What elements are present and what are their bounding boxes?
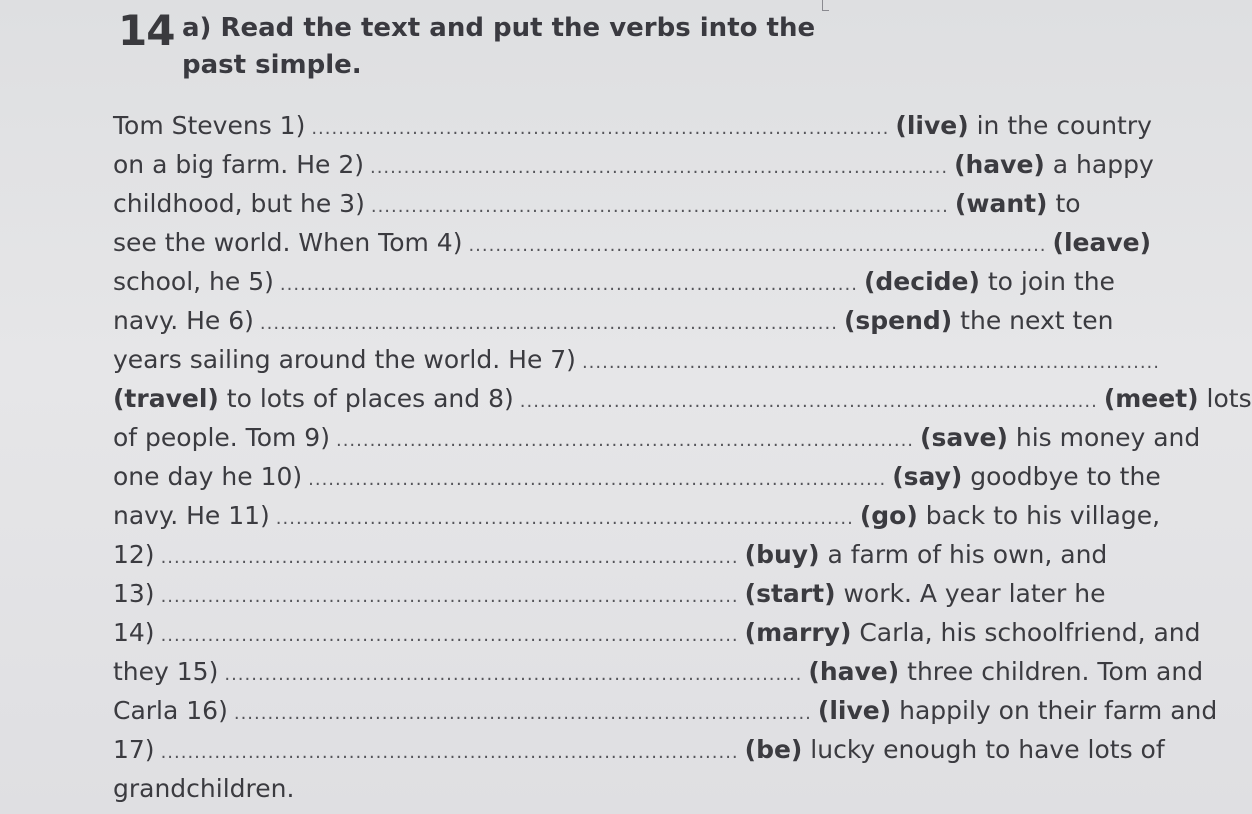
line-text: childhood, but he 3) (113, 189, 365, 218)
line-text: (spend) the next ten (843, 306, 1114, 335)
line-text: on a big farm. He 2) (113, 150, 364, 179)
line-text: navy. He 6) (113, 306, 254, 335)
line-text: navy. He 11) (113, 501, 270, 530)
text-line-11 (113, 496, 1161, 535)
answer-blank-12[interactable]: ...................................................................................... (160, 547, 739, 568)
exercise-text (113, 106, 1252, 808)
line-text: (live) happily on their farm and (817, 696, 1218, 725)
answer-blank-11[interactable]: ...................................................................................... (275, 508, 854, 529)
line-text: (buy) a farm of his own, and (744, 540, 1108, 569)
answer-blank-7[interactable]: ...................................................................................... (581, 352, 1161, 373)
line-text: 17) (113, 735, 155, 764)
answer-blank-14[interactable]: ...................................................................................... (160, 625, 739, 646)
line-text: (start) work. A year later he (744, 579, 1106, 608)
text-line-13 (113, 574, 1106, 613)
answer-blank-10[interactable]: ...................................................................................... (308, 469, 887, 490)
answer-blank-1[interactable]: ...................................................................................... (311, 118, 890, 139)
text-line-15 (113, 652, 1204, 691)
line-text: (meet) lots (1103, 384, 1252, 413)
answer-blank-13[interactable]: ...................................................................................... (160, 586, 739, 607)
line-text: (have) three children. Tom and (808, 657, 1204, 686)
exercise-heading (182, 10, 816, 84)
page-corner-mark (822, 0, 829, 11)
answer-blank-8[interactable]: ...................................................................................... (519, 391, 1098, 412)
line-text: (travel) to lots of places and 8) (113, 384, 514, 413)
text-line-12 (113, 535, 1108, 574)
line-text: (marry) Carla, his schoolfriend, and (744, 618, 1201, 647)
line-text: Tom Stevens 1) (113, 111, 306, 140)
line-text: (save) his money and (920, 423, 1201, 452)
line-text: (leave) (1052, 228, 1152, 257)
text-line-9 (113, 418, 1201, 457)
text-line-7 (113, 340, 1161, 379)
answer-blank-15[interactable]: ...................................................................................... (224, 664, 803, 685)
line-text: Carla 16) (113, 696, 228, 725)
answer-blank-16[interactable]: ...................................................................................... (233, 703, 812, 724)
heading-line-2: past simple. (182, 50, 362, 80)
exercise-number: 14 (118, 6, 175, 55)
answer-blank-6[interactable]: ...................................................................................... (259, 313, 838, 334)
line-text: school, he 5) (113, 267, 274, 296)
text-line-16 (113, 691, 1218, 730)
text-line-5 (113, 262, 1115, 301)
line-text: see the world. When Tom 4) (113, 228, 463, 257)
text-line-6 (113, 301, 1114, 340)
line-text: (have) a happy (954, 150, 1154, 179)
text-line-1 (113, 106, 1152, 145)
heading-line-1: a) Read the text and put the verbs into the (182, 13, 816, 43)
answer-blank-5[interactable]: ...................................................................................... (279, 274, 858, 295)
line-text: (go) back to his village, (859, 501, 1161, 530)
line-text: 13) (113, 579, 155, 608)
line-text: (want) to (954, 189, 1081, 218)
text-line-4 (113, 223, 1152, 262)
line-text: they 15) (113, 657, 219, 686)
text-line-2 (113, 145, 1154, 184)
text-line-8 (113, 379, 1252, 418)
answer-blank-2[interactable]: ...................................................................................... (369, 157, 949, 178)
line-text: grandchildren. (113, 774, 295, 803)
line-text: (be) lucky enough to have lots of (744, 735, 1165, 764)
answer-blank-3[interactable]: ...................................................................................... (370, 196, 949, 217)
line-text: years sailing around the world. He 7) (113, 345, 576, 374)
text-line-14 (113, 613, 1201, 652)
line-text: 14) (113, 618, 155, 647)
line-text: 12) (113, 540, 155, 569)
line-text: one day he 10) (113, 462, 303, 491)
text-line-3 (113, 184, 1081, 223)
text-line-10 (113, 457, 1161, 496)
text-line-18 (113, 769, 753, 808)
line-text: of people. Tom 9) (113, 423, 330, 452)
answer-blank-9[interactable]: ...................................................................................... (335, 430, 915, 451)
text-line-17 (113, 730, 1165, 769)
answer-blank-4[interactable]: ...................................................................................... (468, 235, 1047, 256)
line-text: (say) goodbye to the (892, 462, 1161, 491)
line-text: (decide) to join the (863, 267, 1115, 296)
answer-blank-17[interactable]: ...................................................................................... (160, 742, 739, 763)
line-text: (live) in the country (895, 111, 1152, 140)
